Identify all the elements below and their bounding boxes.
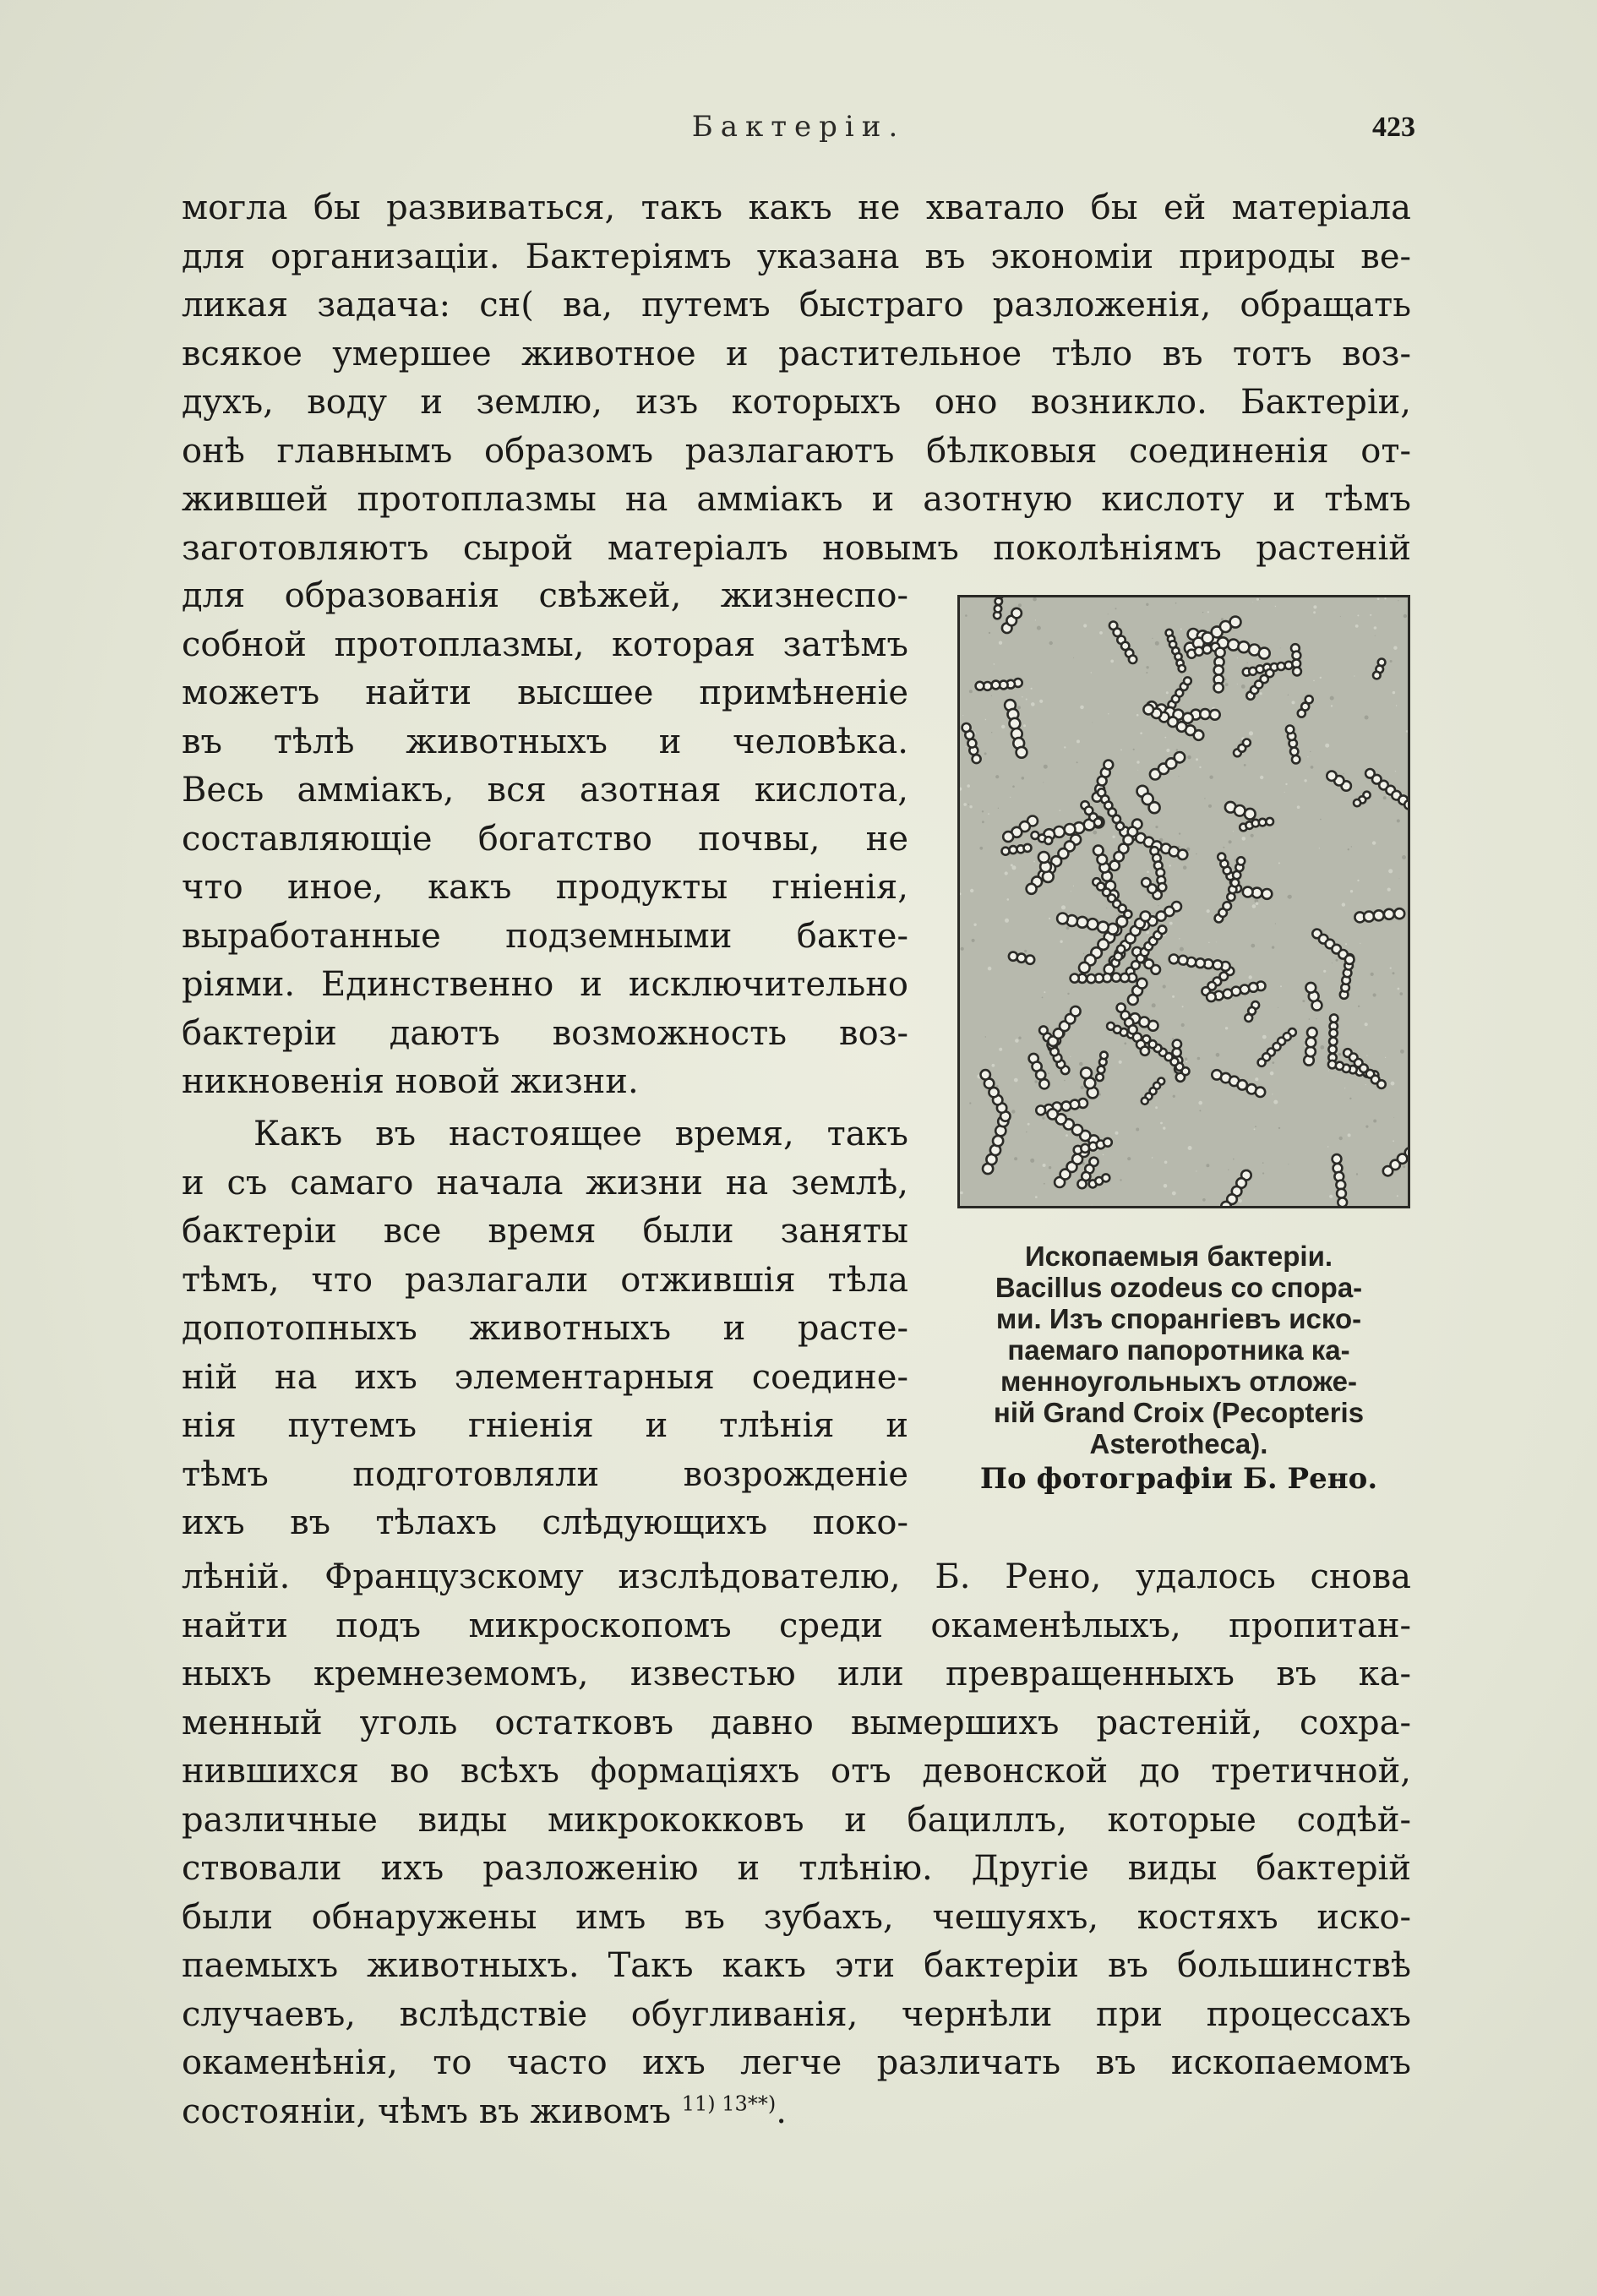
text-line: въ тѣлѣ животныхъ и человѣка.	[182, 722, 908, 761]
text-line: допотопныхъ животныхъ и расте-	[182, 1309, 908, 1348]
text-line: Весь амміакъ, вся азотная кислота,	[182, 771, 908, 810]
text-line: жившей протоплазмы на амміакъ и азотную кислоту и тѣмъ	[182, 480, 1411, 519]
page-header	[182, 110, 1415, 152]
text-line: что иное, какъ продукты гніенія,	[182, 868, 908, 907]
spore-chain	[1243, 887, 1273, 899]
text-line: могла бы развиваться, такъ какъ не хватало бы ей матеріала	[182, 188, 1411, 227]
text-line: бактеріи все время были заняты	[182, 1212, 908, 1251]
text-line: тѣмъ, что разлагали отжившія тѣла	[182, 1260, 908, 1300]
running-title: Бактеріи.	[691, 110, 906, 144]
caption-line: ми. Изъ спорангіевъ иско-	[995, 1303, 1362, 1334]
text-line: были обнаружены имъ въ зубахъ, чешуяхъ, костяхъ иско-	[182, 1897, 1411, 1937]
text-line: и съ самаго начала жизни на землѣ,	[182, 1163, 908, 1203]
text-line: нившихся во всѣхъ формаціяхъ отъ девонской до третичной,	[182, 1752, 1411, 1791]
text-line: бактеріи даютъ возможность воз-	[182, 1013, 908, 1053]
caption-line: Bacillus ozodeus со спора-	[995, 1272, 1363, 1303]
text-line: собной протоплазмы, которая затѣмъ	[182, 624, 908, 664]
text-line: нія путемъ гніенія и тлѣнія и	[182, 1406, 908, 1445]
text-line: найти подъ микроскопомъ среди окаменѣлыхъ, пропитан-	[182, 1606, 1411, 1645]
text-line: случаевъ, вслѣдствіе обугливанія, чернѣли при процессахъ	[182, 1994, 1411, 2034]
page-number: 423	[1372, 112, 1415, 143]
text-line: различные виды микрококковъ и бациллъ, которые содѣй-	[182, 1800, 1411, 1840]
caption-line: ній Grand Croix (Pecopteris	[993, 1397, 1365, 1428]
text-line: онѣ главнымъ образомъ разлагаютъ бѣлковыя соединенія от-	[182, 431, 1411, 471]
text-line: для образованія свѣжей, жизнеспо-	[182, 576, 908, 615]
last-line-text: состояніи, чѣмъ въ живомъ	[182, 2092, 672, 2131]
caption-line: Ископаемыя бактеріи.	[1024, 1241, 1333, 1272]
caption-line: менноугольныхъ отложе-	[1000, 1366, 1357, 1397]
text-line: никновенія новой жизни.	[182, 1062, 639, 1101]
spore-chain	[1214, 648, 1225, 693]
text-line: составляющіе богатство почвы, не	[182, 819, 908, 859]
text-line: тѣмъ подготовляли возрожденіе	[182, 1454, 908, 1494]
spore-chain	[1071, 973, 1137, 984]
caption-line: Asterotheca).	[1089, 1428, 1268, 1459]
text-line: выработанные подземными бакте-	[182, 916, 908, 956]
spore-chain	[1191, 709, 1220, 720]
text-line: Какъ въ настоящее время, такъ	[253, 1115, 908, 1153]
text-line: ликая задача: сн( ва, путемъ быстраго разложенія, обращать	[182, 286, 1411, 324]
footnote-refs: 11) 13**)	[681, 2091, 777, 2116]
text-line: ріями. Единственно и исключительно	[182, 965, 908, 1004]
bacteria-micrograph	[960, 597, 1408, 1206]
text-line: ихъ въ тѣлахъ слѣдующихъ поко-	[182, 1503, 908, 1542]
text-line: всякое умершее животное и растительное тѣло въ тотъ воз-	[182, 334, 1411, 374]
last-line-tail: .	[776, 2092, 787, 2131]
text-line-last	[182, 2088, 1411, 2135]
caption-line: паемаго папоротника ка-	[1007, 1334, 1350, 1366]
text-line: духъ, воду и землю, изъ которыхъ оно возникло. Бактеріи,	[182, 383, 1411, 422]
text-line: паемыхъ животныхъ. Такъ какъ эти бактеріи въ большинствѣ	[182, 1946, 1411, 1985]
text-line: заготовляютъ сырой матеріалъ новымъ поколѣніямъ растеній	[182, 528, 1411, 568]
text-line: можетъ найти высшее примѣненіе	[182, 674, 908, 712]
text-line: менный уголь остатковъ давно вымершихъ растеній, сохра-	[182, 1703, 1411, 1742]
text-line: ній на ихъ элементарныя соедине-	[182, 1357, 908, 1397]
text-line: лѣній. Французскому изслѣдователю, Б. Рено, удалось снова	[182, 1557, 1411, 1596]
figure-credit: По фотографіи Б. Рено.	[979, 1462, 1378, 1496]
text-line: ствовали ихъ разложенію и тлѣнію. Другіе виды бактерій	[182, 1849, 1411, 1888]
fossil-bacteria-figure	[957, 595, 1410, 1208]
text-line: для организаціи. Бактеріямъ указана въ экономіи природы ве-	[182, 237, 1411, 276]
text-line: ныхъ кремнеземомъ, известью или превращенныхъ въ ка-	[182, 1655, 1411, 1693]
text-line: окаменѣнія, то часто ихъ легче различать въ ископаемомъ	[182, 2043, 1411, 2082]
